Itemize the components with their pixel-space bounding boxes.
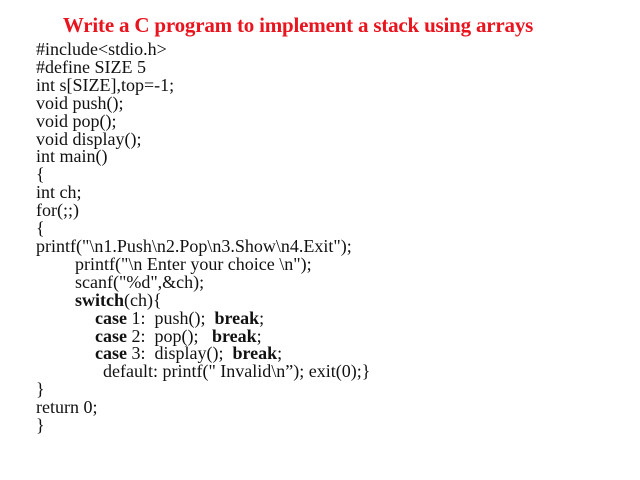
code-keyword: case: [95, 325, 127, 346]
code-text: printf("\n1.Push\n2.Pop\n3.Show\n4.Exit");: [36, 235, 352, 256]
code-line: [103, 363, 640, 381]
code-line: [36, 184, 640, 202]
code-line: [36, 399, 640, 417]
code-text: {: [36, 218, 45, 239]
code-text: #define SIZE 5: [36, 56, 146, 77]
code-keyword: break: [211, 325, 257, 346]
code-text: int s[SIZE],top=-1;: [36, 74, 175, 95]
code-text: 1: push();: [126, 307, 215, 328]
code-line: [36, 417, 640, 435]
code-text: ;: [256, 325, 262, 346]
code-line: [36, 128, 640, 149]
code-line: [36, 74, 640, 95]
code-keyword: case: [95, 307, 127, 328]
code-text: default: printf(" Invalid\n”); exit(0);}: [103, 361, 371, 382]
code-keyword: switch: [75, 289, 124, 310]
code-text: ;: [277, 343, 283, 364]
code-text: ;: [259, 307, 265, 328]
code-text: for(;;): [36, 200, 79, 221]
code-text: void display();: [36, 128, 142, 149]
code-keyword: break: [214, 307, 260, 328]
code-text: #include<stdio.h>: [36, 39, 167, 59]
slide-title: Write a C program to implement a stack using arrays: [62, 13, 534, 37]
code-line: [36, 92, 640, 113]
code-text: scanf("%d",&ch);: [75, 271, 205, 292]
code-text: 3: display();: [126, 343, 233, 364]
code-text: return 0;: [36, 397, 98, 418]
code-line: [36, 166, 640, 184]
code-keyword: case: [95, 343, 127, 364]
code-text: (ch){: [124, 289, 162, 310]
code-text: int ch;: [36, 182, 82, 203]
code-keyword: break: [232, 343, 278, 364]
code-text: 2: pop();: [126, 325, 212, 346]
code-text: }: [36, 415, 45, 436]
code-text: void push();: [36, 92, 124, 113]
code-text: {: [36, 164, 45, 185]
code-line: [36, 202, 640, 220]
code-line: [36, 381, 640, 399]
code-text: void pop();: [36, 110, 117, 131]
code-block: [36, 41, 640, 435]
code-line: [36, 148, 640, 166]
code-text: }: [36, 379, 45, 400]
code-text: int main(): [36, 146, 108, 167]
code-text: printf("\n Enter your choice \n");: [75, 253, 312, 274]
